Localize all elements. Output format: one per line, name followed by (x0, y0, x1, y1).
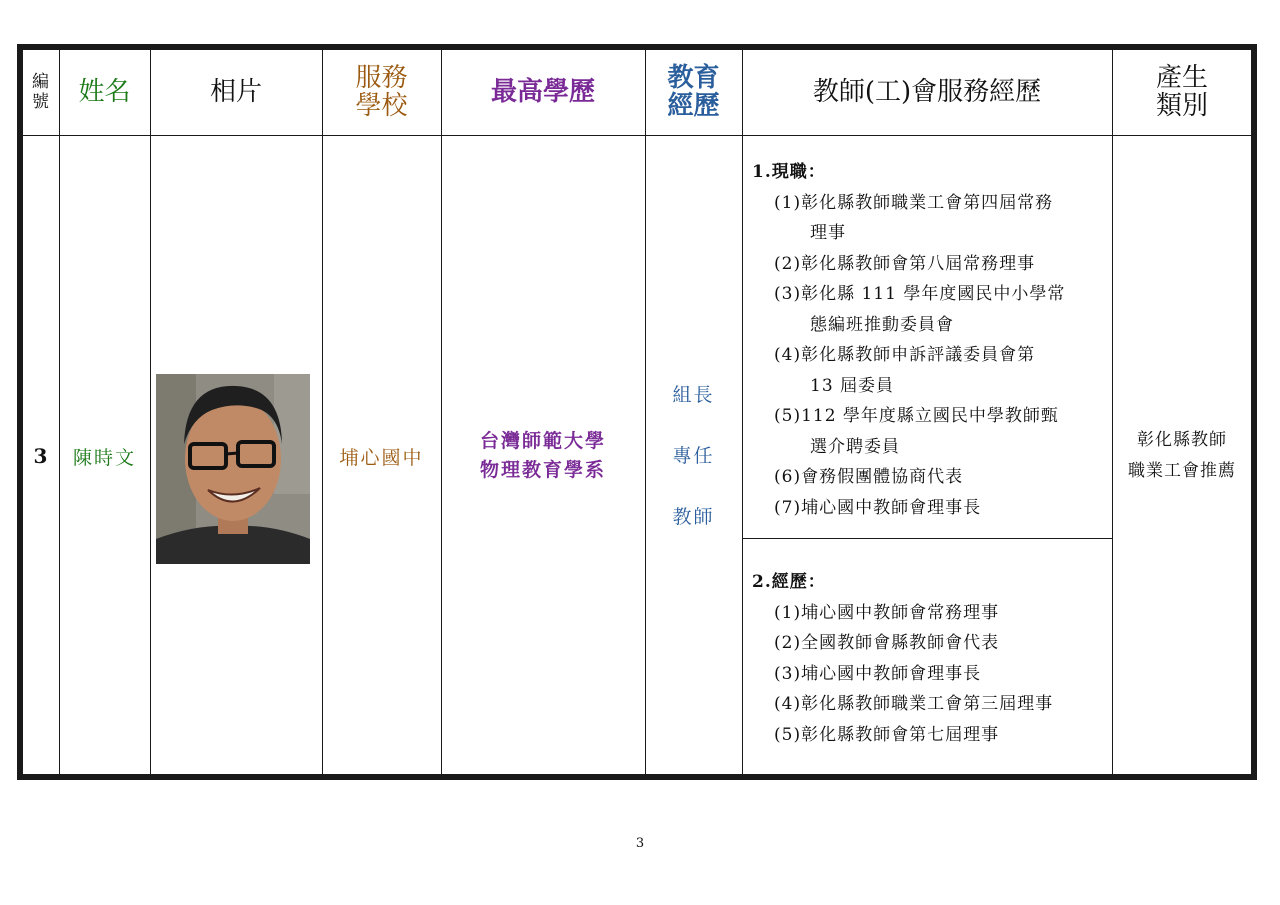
current-item-cont: 理事 (810, 223, 846, 243)
past-positions (752, 567, 1108, 750)
header-edu-exp (645, 49, 742, 135)
past-item: (4)彰化縣教師職業工會第三屆理事 (774, 694, 1054, 714)
current-item-cont: 13 屆委員 (810, 375, 895, 396)
nomination-type (1112, 136, 1252, 776)
header-school (322, 49, 441, 135)
current-title: 1.現職： (752, 162, 826, 182)
education-experience (645, 136, 742, 776)
header-number-line2: 號 (32, 92, 49, 112)
header-edu-line1: 教育 (667, 63, 720, 93)
current-positions (752, 157, 1108, 523)
edu-exp-item: 專任 (672, 444, 715, 467)
col-divider (742, 49, 743, 775)
degree-line1: 台灣師範大學 (479, 430, 606, 452)
past-item: (5)彰化縣教師會第七屆理事 (774, 724, 1000, 745)
type-line1: 彰化縣教師 (1137, 430, 1227, 450)
current-item: (4)彰化縣教師申訴評議委員會第 (774, 345, 1036, 365)
past-title: 2.經歷： (752, 572, 826, 592)
col-divider (150, 49, 151, 775)
current-item: (7)埔心國中教師會理事長 (774, 497, 982, 518)
row-number: 3 (33, 444, 48, 468)
portrait-illustration (156, 374, 310, 564)
header-name: 姓名 (78, 77, 131, 107)
edu-exp-item: 教師 (672, 505, 715, 528)
service-school: 埔心國中 (339, 446, 424, 469)
header-edu-line2: 經歷 (667, 91, 720, 121)
type-line2: 職業工會推薦 (1128, 461, 1236, 481)
current-item: (3)彰化縣 111 學年度國民中小學常 (774, 284, 1066, 304)
header-school-line1: 服務 (355, 63, 408, 93)
candidate-name: 陳時文 (72, 446, 136, 469)
current-item: (2)彰化縣教師會第八屆常務理事 (774, 253, 1036, 274)
candidate-photo (156, 374, 310, 564)
past-item: (1)埔心國中教師會常務理事 (774, 602, 1000, 623)
header-school-line2: 學校 (355, 91, 408, 121)
header-type-line2: 類別 (1155, 91, 1208, 121)
header-photo: 相片 (209, 77, 262, 107)
header-number-line1: 編 (32, 72, 49, 92)
header-number (22, 49, 59, 135)
header-union-exp: 教師(工)會服務經歷 (812, 77, 1042, 107)
header-degree: 最高學歷 (490, 77, 595, 107)
page-number: 3 (635, 836, 645, 851)
current-item-cont: 態編班推動委員會 (810, 314, 954, 335)
header-type (1112, 49, 1252, 135)
current-item: (5)112 學年度縣立國民中學教師甄 (774, 406, 1059, 426)
current-item: (6)會務假團體協商代表 (774, 467, 964, 487)
highest-degree (441, 136, 645, 776)
degree-line2: 物理教育學系 (479, 459, 606, 481)
header-type-line1: 產生 (1155, 63, 1208, 93)
edu-exp-item: 組長 (672, 383, 715, 406)
past-item: (2)全國教師會縣教師會代表 (774, 633, 1000, 653)
past-item: (3)埔心國中教師會理事長 (774, 663, 982, 684)
current-item: (1)彰化縣教師職業工會第四屆常務 (774, 192, 1054, 213)
current-item-cont: 選介聘委員 (810, 436, 900, 457)
experience-divider (742, 538, 1112, 539)
